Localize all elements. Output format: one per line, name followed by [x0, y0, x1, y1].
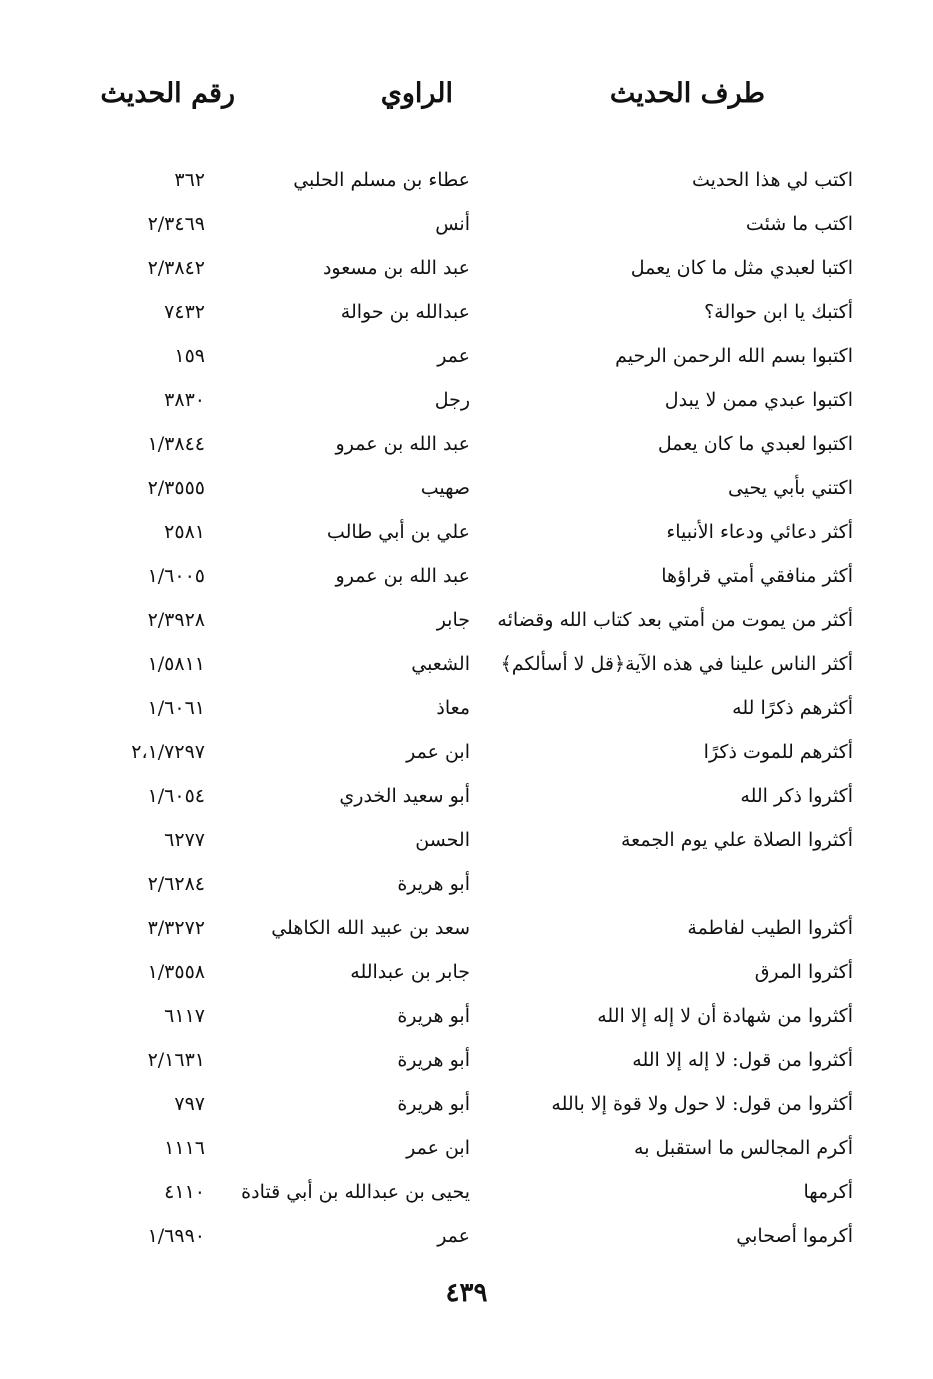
table-row [0, 1170, 933, 1214]
hadith-start-cell: أكثرهم للموت ذكرًا [703, 741, 853, 763]
narrator-cell: جابر [436, 609, 470, 631]
table-row [0, 1214, 933, 1258]
table-row [0, 950, 933, 994]
table-row [0, 598, 933, 642]
hadith-start-cell: اكتبوا بسم الله الرحمن الرحيم [615, 345, 853, 367]
hadith-number-cell: ٣٦٢ [174, 169, 205, 191]
table-row [0, 378, 933, 422]
narrator-cell: أبو هريرة [397, 1005, 470, 1027]
narrator-cell: عمر [437, 345, 470, 367]
table-row [0, 730, 933, 774]
narrator-cell: جابر بن عبدالله [350, 961, 470, 983]
narrator-cell: ابن عمر [406, 741, 470, 763]
table-row [0, 246, 933, 290]
hadith-start-cell: أكثر من يموت من أمتي بعد كتاب الله وقضائه [497, 609, 853, 631]
narrator-cell: عمر [437, 1225, 470, 1247]
header-hadith-start: طرف الحديث [609, 78, 765, 109]
table-row [0, 686, 933, 730]
hadith-number-cell: ٧٤٣٢ [164, 301, 205, 323]
hadith-start-cell: أكرمها [803, 1181, 853, 1203]
hadith-number-cell: ١/٦٠٠٥ [147, 565, 205, 587]
hadith-start-cell: أكتبك يا ابن حوالة؟ [704, 301, 853, 323]
table-row [0, 510, 933, 554]
hadith-number-cell: ١٥٩ [174, 345, 205, 367]
hadith-start-cell: أكثروا الطيب لفاطمة [687, 917, 853, 939]
table-row [0, 818, 933, 862]
table-row [0, 554, 933, 598]
table-row [0, 774, 933, 818]
hadith-start-cell: أكثروا ذكر الله [740, 785, 853, 807]
hadith-number-cell: ٢/١٦٣١ [147, 1049, 205, 1071]
hadith-start-cell: أكثرهم ذكرًا لله [732, 697, 853, 719]
table-row [0, 1038, 933, 1082]
table-row [0, 1082, 933, 1126]
narrator-cell: عبد الله بن عمرو [335, 433, 470, 455]
narrator-cell: أبو هريرة [397, 1049, 470, 1071]
page-number: ٤٣٩ [445, 1278, 488, 1308]
hadith-start-cell: أكرموا أصحابي [736, 1225, 853, 1247]
narrator-cell: أنس [435, 213, 470, 235]
hadith-start-cell: أكثر الناس علينا في هذه الآية﴿قل لا أسألكم﴾ [500, 653, 853, 675]
hadith-start-cell: أكثروا من قول: لا حول ولا قوة إلا بالله [551, 1093, 853, 1115]
header-hadith-number: رقم الحديث [100, 78, 235, 109]
hadith-number-cell: ١/٥٨١١ [147, 653, 205, 675]
hadith-number-cell: ١/٣٥٥٨ [147, 961, 205, 983]
narrator-cell: أبو هريرة [397, 873, 470, 895]
hadith-number-cell: ٢/٣٩٢٨ [147, 609, 205, 631]
hadith-number-cell: ١/٣٨٤٤ [147, 433, 205, 455]
hadith-number-cell: ٢٥٨١ [164, 521, 205, 543]
narrator-cell: ابن عمر [406, 1137, 470, 1159]
header-narrator: الراوي [380, 78, 453, 109]
hadith-start-cell: أكثروا المرق [754, 961, 853, 983]
narrator-cell: رجل [434, 389, 470, 411]
table-row [0, 422, 933, 466]
narrator-cell: علي بن أبي طالب [326, 521, 470, 543]
narrator-cell: يحيى بن عبدالله بن أبي قتادة [241, 1181, 470, 1203]
hadith-start-cell: أكثروا من شهادة أن لا إله إلا الله [597, 1005, 853, 1027]
hadith-number-cell: ٢،١/٧٢٩٧ [131, 741, 205, 763]
table-row [0, 642, 933, 686]
table-row [0, 1126, 933, 1170]
hadith-number-cell: ٣/٣٢٧٢ [147, 917, 205, 939]
narrator-cell: الحسن [415, 829, 470, 851]
table-row [0, 334, 933, 378]
hadith-number-cell: ٤١١٠ [164, 1181, 205, 1203]
hadith-number-cell: ٢/٣٥٥٥ [147, 477, 205, 499]
hadith-number-cell: ١/٦٠٦١ [147, 697, 205, 719]
table-row [0, 202, 933, 246]
hadith-number-cell: ٢/٣٤٦٩ [147, 213, 205, 235]
hadith-number-cell: ١/٦٩٩٠ [147, 1225, 205, 1247]
narrator-cell: عطاء بن مسلم الحلبي [293, 169, 470, 191]
table-row [0, 290, 933, 334]
narrator-cell: أبو سعيد الخدري [339, 785, 470, 807]
hadith-number-cell: ٣٨٣٠ [164, 389, 205, 411]
narrator-cell: عبد الله بن عمرو [335, 565, 470, 587]
hadith-start-cell: أكثروا الصلاة علي يوم الجمعة [621, 829, 853, 851]
hadith-start-cell: اكتني بأبي يحيى [727, 477, 853, 499]
hadith-number-cell: ٢/٣٨٤٢ [147, 257, 205, 279]
hadith-number-cell: ٦١١٧ [164, 1005, 205, 1027]
hadith-start-cell: اكتب ما شئت [745, 213, 853, 235]
narrator-cell: عبدالله بن حوالة [340, 301, 470, 323]
narrator-cell: صهيب [420, 477, 470, 499]
narrator-cell: سعد بن عبيد الله الكاهلي [271, 917, 470, 939]
hadith-start-cell: اكتب لي هذا الحديث [692, 169, 853, 191]
hadith-index-table [0, 158, 933, 1258]
hadith-start-cell: اكتبا لعبدي مثل ما كان يعمل [630, 257, 853, 279]
hadith-number-cell: ١/٦٠٥٤ [147, 785, 205, 807]
narrator-cell: معاذ [436, 697, 470, 719]
narrator-cell: الشعبي [411, 653, 470, 675]
table-row [0, 466, 933, 510]
table-header [0, 78, 933, 128]
table-row [0, 158, 933, 202]
narrator-cell: أبو هريرة [397, 1093, 470, 1115]
hadith-start-cell: أكرم المجالس ما استقبل به [634, 1137, 853, 1159]
table-row [0, 862, 933, 906]
hadith-number-cell: ٢/٦٢٨٤ [147, 873, 205, 895]
narrator-cell: عبد الله بن مسعود [322, 257, 470, 279]
hadith-start-cell: أكثر منافقي أمتي قراؤها [661, 565, 853, 587]
hadith-number-cell: ٦٢٧٧ [164, 829, 205, 851]
hadith-start-cell: اكتبوا لعبدي ما كان يعمل [657, 433, 853, 455]
hadith-start-cell: أكثر دعائي ودعاء الأنبياء [666, 521, 853, 543]
table-row [0, 994, 933, 1038]
hadith-start-cell: اكتبوا عبدي ممن لا يبدل [664, 389, 853, 411]
hadith-start-cell: أكثروا من قول: لا إله إلا الله [632, 1049, 853, 1071]
table-row [0, 906, 933, 950]
hadith-number-cell: ١١١٦ [164, 1137, 205, 1159]
hadith-number-cell: ٧٩٧ [174, 1093, 205, 1115]
